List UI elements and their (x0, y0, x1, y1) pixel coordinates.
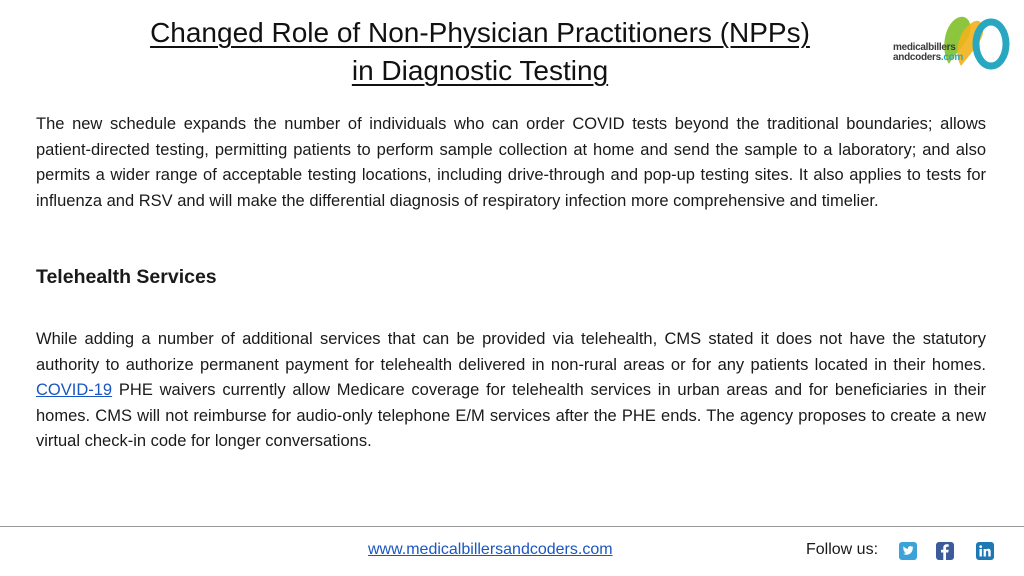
logo-text-suffix: .com (940, 52, 964, 63)
linkedin-in-icon (976, 542, 994, 560)
intro-paragraph: The new schedule expands the number of individuals who can order COVID tests beyond the traditional boundaries; allows patient-directed testing, permitting patients to perform sample collection at home and send the sample to a laboratory; and also permits a wider range of acceptable testing locations, including drive-through and pop-up testing sites. It also applies to tests for influenza and RSV and will make the differential diagnosis of respiratory infection more comprehensive and timelier. (36, 115, 986, 210)
section-heading-telehealth: Telehealth Services (36, 266, 217, 288)
page-title (40, 14, 920, 90)
covid-19-link[interactable]: COVID-19 (36, 381, 113, 399)
footer-website-link[interactable]: www.medicalbillersandcoders.com (368, 541, 613, 558)
linkedin-icon[interactable] (976, 542, 994, 560)
footer-divider (0, 526, 1024, 527)
main-content (36, 112, 986, 450)
title-line-1: Changed Role of Non-Physician Practitioners (NPPs) (150, 17, 810, 48)
logo-text-line-2: andcoders (893, 52, 941, 63)
logo-wordmark (893, 43, 963, 63)
twitter-icon[interactable] (899, 542, 917, 560)
telehealth-text-before-link: While adding a number of additional services that can be provided via telehealth, CMS stated it does not have the statutory authority to authorize permanent payment for telehealth delivered in non-rural areas or for any patients located in their homes. (36, 330, 986, 374)
telehealth-text-after-link: PHE waivers currently allow Medicare coverage for telehealth services in urban areas and for beneficiaries in their homes. CMS will not reimburse for audio-only telephone E/M services after the PHE ends. The agency proposes to create a new virtual check-in code for longer conversations. (36, 381, 986, 450)
follow-us-label: Follow us: (806, 541, 879, 558)
logo-text-line-1: medicalbillers (893, 42, 956, 53)
telehealth-paragraph (36, 327, 986, 455)
facebook-icon[interactable] (936, 542, 954, 560)
twitter-bird-icon (899, 542, 917, 560)
company-logo[interactable] (893, 12, 1017, 72)
facebook-f-icon (936, 542, 954, 560)
title-line-2: in Diagnostic Testing (351, 55, 609, 86)
